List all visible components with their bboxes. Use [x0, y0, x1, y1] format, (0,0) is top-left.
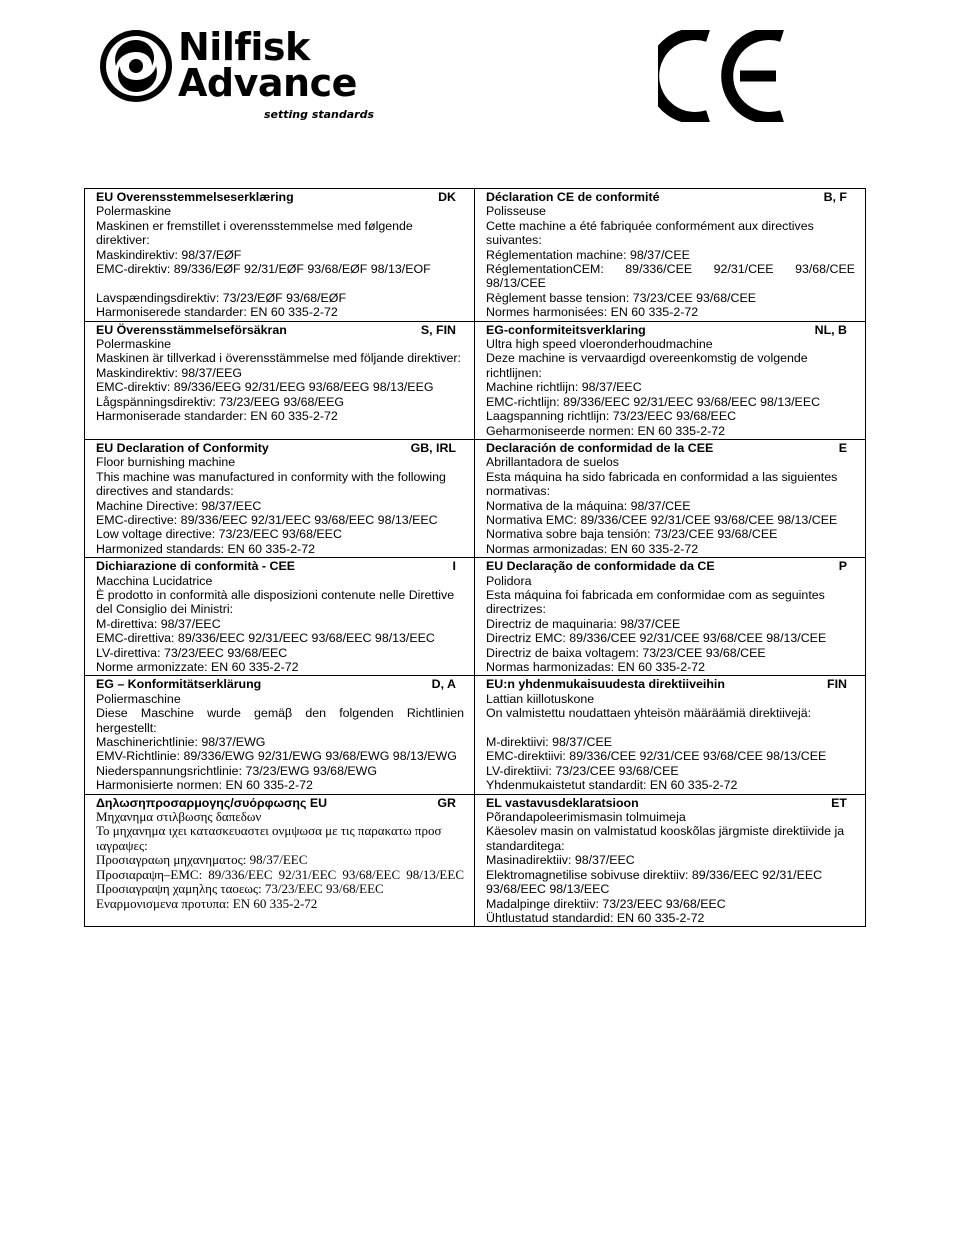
- declaration-title: EU Overensstemmelseserklæring: [96, 190, 294, 204]
- declaration-line: Μηχανημα στιλβωσης δαπεδων: [96, 809, 262, 825]
- declaration-line: È prodotto in conformità alle disposizioni contenute nelle Direttive del Consiglio dei Ministri:: [96, 587, 455, 617]
- declaration-line: Masinadirektiiv: 98/37/EEC: [486, 853, 635, 868]
- declaration-line: This machine was manufactured in conformity with the following directives and standards:: [96, 469, 446, 499]
- declaration-line: On valmistettu noudattaen yhteisön määräämiä direktiivejä:: [486, 706, 812, 721]
- declaration-heading: [96, 677, 464, 691]
- declaration-heading: [96, 796, 464, 810]
- declaration-cell: [475, 795, 865, 927]
- declaration-title: Declaración de conformidad de la CEE: [486, 440, 714, 455]
- declaration-title: EU Declaration of Conformity: [96, 440, 269, 455]
- declaration-line: Harmonisierte normen: EN 60 335-2-72: [96, 778, 313, 793]
- declaration-line: Cette machine a été fabriquée conformément aux directives suivantes:: [486, 218, 814, 248]
- declaration-line: EMC-directive: 89/336/EEC 92/31/EEC 93/68/EEC 98/13/EEC: [96, 512, 438, 527]
- declaration-line: [486, 721, 855, 735]
- declaration-line: Directriz de baixa voltagem: 73/23/CEE 93/68/CEE: [486, 645, 766, 660]
- declaration-title: EU Överensstämmelseförsäkran: [96, 322, 287, 337]
- declaration-line: Προσιαραψη–EMC: 89/336/EEC 92/31/EEC 93/68/EEC 98/13/EEC: [96, 866, 464, 882]
- declaration-line: Règlement basse tension: 73/23/CEE 93/68/CEE: [486, 290, 757, 305]
- declaration-line: Directriz de maquinaria: 98/37/CEE: [486, 616, 681, 631]
- country-code: E: [838, 440, 847, 455]
- country-code: FIN: [827, 677, 847, 692]
- declaration-line: EMC-direktiivi: 89/336/CEE 92/31/CEE 93/68/CEE 98/13/CEE: [486, 749, 827, 764]
- nilfisk-advance-logo: [98, 25, 378, 124]
- declaration-line: RéglementationCEM: 89/336/CEE 92/31/CEE 93/68/CEE 98/13/CEE: [486, 262, 855, 291]
- declaration-cell: [85, 558, 475, 676]
- brand-name-line2: Advance: [178, 61, 357, 105]
- declaration-line: Madalpinge direktiiv: 73/23/EEC 93/68/EEC: [486, 896, 726, 911]
- declaration-cell: [475, 676, 865, 794]
- declaration-line: Low voltage directive: 73/23/EEC 93/68/EEC: [96, 527, 342, 542]
- declaration-line: Maskinen är tillverkad i överensstämmelse med följande direktiver:: [96, 351, 461, 366]
- declaration-line: Yhdenmukaistetut standardit: EN 60 335-2-72: [486, 778, 738, 793]
- declaration-heading: [96, 441, 464, 455]
- declaration-line: Poliermaschine: [96, 691, 181, 706]
- declaration-line: EMC-direktiv: 89/336/EEG 92/31/EEG 93/68/EEG 98/13/EEG: [96, 380, 434, 395]
- declaration-line: Norme armonizzate: EN 60 335-2-72: [96, 660, 299, 674]
- declaration-heading: [486, 190, 855, 204]
- declaration-title: EU Declaração de conformidade da CE: [486, 559, 715, 574]
- country-code: B, F: [823, 190, 847, 204]
- declaration-cell: [85, 189, 475, 322]
- declaration-line: Polermaskine: [96, 204, 172, 219]
- declaration-line: Machine richtlijn: 98/37/EEC: [486, 380, 642, 395]
- declaration-line: Polidora: [486, 573, 532, 588]
- declaration-line: Normas harmonizadas: EN 60 335-2-72: [486, 660, 706, 674]
- declaration-line: Machine Directive: 98/37/EEC: [96, 498, 262, 513]
- declaration-line: LV-direktiivi: 73/23/CEE 93/68/CEE: [486, 763, 679, 778]
- declaration-line: Normativa EMC: 89/336/CEE 92/31/CEE 93/68/CEE 98/13/CEE: [486, 512, 838, 527]
- declaration-cell: [85, 322, 475, 440]
- declaration-title: Déclaration CE de conformité: [486, 190, 660, 204]
- declaration-line: M-direktiivi: 98/37/CEE: [486, 735, 613, 750]
- declaration-line: Abrillantadora de suelos: [486, 455, 619, 470]
- declaration-cell: [85, 795, 475, 927]
- country-code: GR: [437, 795, 456, 810]
- country-code: NL, B: [814, 322, 847, 337]
- declaration-line: Normativa sobre baja tensión: 73/23/CEE 93/68/CEE: [486, 527, 778, 542]
- declaration-line: Niederspannungsrichtlinie: 73/23/EWG 93/68/EWG: [96, 763, 377, 778]
- country-code: DK: [438, 190, 456, 204]
- declaration-line: Polisseuse: [486, 204, 546, 219]
- declaration-line: LV-direttiva: 73/23/EEC 93/68/EEC: [96, 645, 288, 660]
- country-code: ET: [831, 795, 847, 810]
- declaration-heading: [96, 323, 464, 337]
- declaration-line: Deze machine is vervaardigd overeenkomstig de volgende richtlijnen:: [486, 351, 808, 380]
- country-code: S, FIN: [420, 322, 456, 337]
- declaration-line: Laagspanning richtlijn: 73/23/EEC 93/68/EEC: [486, 409, 737, 424]
- declaration-line: Ühtlustatud standardid: EN 60 335-2-72: [486, 910, 705, 925]
- declaration-cell: [85, 676, 475, 794]
- declaration-line: Geharmoniseerde normen: EN 60 335-2-72: [486, 423, 725, 438]
- declaration-line: Προσιαγραωη μηχανηματος: 98/37/EEC: [96, 852, 308, 868]
- declaration-line: Εναρμονισμενα προτυπα: EN 60 335-2-72: [96, 895, 318, 911]
- brand-name-line1: Nilfisk: [178, 25, 310, 69]
- declaration-line: [96, 276, 464, 290]
- declaration-heading: [486, 441, 855, 455]
- declaration-title: EG – Konformitätserklärung: [96, 677, 262, 692]
- declaration-line: Käesolev masin on valmistatud kooskõlas järgmiste direktiivide ja standarditega:: [486, 824, 845, 853]
- declaration-title: Δηλωσηπροσαρμογης/συόρφωσης EU: [96, 795, 328, 810]
- declaration-line: Esta máquina ha sido fabricada en conformidad a las siguientes normativas:: [486, 469, 838, 499]
- country-code: D, A: [431, 677, 456, 692]
- declaration-heading: [486, 323, 855, 337]
- declaration-line: Normas armonizadas: EN 60 335-2-72: [486, 541, 699, 556]
- declaration-line: Elektromagnetilise sobivuse direktiiv: 89/336/EEC 92/31/EEC 93/68/EEC 98/13/EEC: [486, 867, 823, 897]
- declaration-line: Polermaskine: [96, 337, 172, 352]
- nilfisk-swirl-logo-icon: [98, 28, 174, 104]
- declarations-table: [84, 188, 866, 927]
- brand-tagline: setting standards: [264, 108, 375, 121]
- declaration-cell: [85, 440, 475, 558]
- declaration-line: Esta máquina foi fabricada em conformidae com as seguintes directrizes:: [486, 587, 825, 617]
- declaration-line: Directriz EMC: 89/336/CEE 92/31/CEE 93/68/CEE 98/13/CEE: [486, 631, 827, 646]
- declaration-line: Ultra high speed vloeronderhoudmachine: [486, 337, 713, 352]
- declaration-line: Lavspændingsdirektiv: 73/23/EØF 93/68/EØF: [96, 290, 347, 305]
- declaration-heading: [486, 559, 855, 573]
- declaration-line: Põrandapoleerimismasin tolmuimeja: [486, 810, 686, 825]
- declaration-line: Maskinen er fremstillet i overensstemmelse med følgende direktiver:: [96, 218, 413, 248]
- declaration-line: Réglementation machine: 98/37/CEE: [486, 247, 690, 262]
- declaration-line: Macchina Lucidatrice: [96, 573, 213, 588]
- declaration-title: EU:n yhdenmukaisuudesta direktiiveihin: [486, 677, 725, 692]
- declaration-heading: [486, 677, 855, 691]
- declaration-line: Lågspänningsdirektiv: 73/23/EEG 93/68/EEG: [96, 394, 344, 409]
- declaration-line: Lattian kiillotuskone: [486, 691, 595, 706]
- declaration-line: Το μηχανημα ιχει κατασκευαστει ονμψωσα με τις παρακατω προσ ιαγραψες:: [96, 823, 442, 853]
- declaration-line: EMV-Richtlinie: 89/336/EWG 92/31/EWG 93/68/EWG 98/13/EWG: [96, 749, 457, 764]
- declaration-line: Floor burnishing machine: [96, 455, 236, 470]
- declaration-heading: [96, 190, 464, 204]
- declaration-cell: [475, 440, 865, 558]
- declaration-line: Normativa de la máquina: 98/37/CEE: [486, 498, 691, 513]
- declaration-cell: [475, 558, 865, 676]
- declaration-heading: [486, 796, 855, 810]
- declaration-line: EMC-richtlijn: 89/336/EEC 92/31/EEC 93/68/EEC 98/13/EEC: [486, 394, 821, 409]
- declaration-line: Diese Maschine wurde gemäβ den folgenden Richtlinien hergestellt:: [96, 706, 464, 735]
- declaration-line: EMC-direktiv: 89/336/EØF 92/31/EØF 93/68/EØF 98/13/EOF: [96, 262, 431, 277]
- ce-conformity-mark-icon: [658, 30, 786, 122]
- declaration-line: Maschinerichtlinie: 98/37/EWG: [96, 735, 266, 750]
- declaration-line: Maskindirektiv: 98/37/EEG: [96, 365, 242, 380]
- declaration-title: EL vastavusdeklaratsioon: [486, 795, 639, 810]
- declaration-line: Harmoniserade standarder: EN 60 335-2-72: [96, 409, 338, 424]
- declaration-line: Προσιαγραψη χαμηλης ταοεως: 73/23/EEC 93/68/EEC: [96, 881, 384, 897]
- country-code: GB, IRL: [410, 440, 456, 455]
- declaration-heading: [96, 559, 464, 573]
- country-code: I: [452, 559, 456, 574]
- declaration-title: EG-conformiteitsverklaring: [486, 322, 646, 337]
- declaration-line: Normes harmonisées: EN 60 335-2-72: [486, 305, 699, 320]
- declaration-cell: [475, 322, 865, 440]
- declaration-line: Harmonized standards: EN 60 335-2-72: [96, 541, 316, 556]
- declaration-line: Maskindirektiv: 98/37/EØF: [96, 247, 242, 262]
- declaration-cell: [475, 189, 865, 322]
- declaration-title: Dichiarazione di conformità - CEE: [96, 559, 295, 574]
- declaration-line: M-direttiva: 98/37/EEC: [96, 616, 221, 631]
- declaration-line: EMC-direttiva: 89/336/EEC 92/31/EEC 93/68/EEC 98/13/EEC: [96, 631, 435, 646]
- declaration-line: Harmoniserede standarder: EN 60 335-2-72: [96, 305, 338, 320]
- country-code: P: [838, 559, 847, 574]
